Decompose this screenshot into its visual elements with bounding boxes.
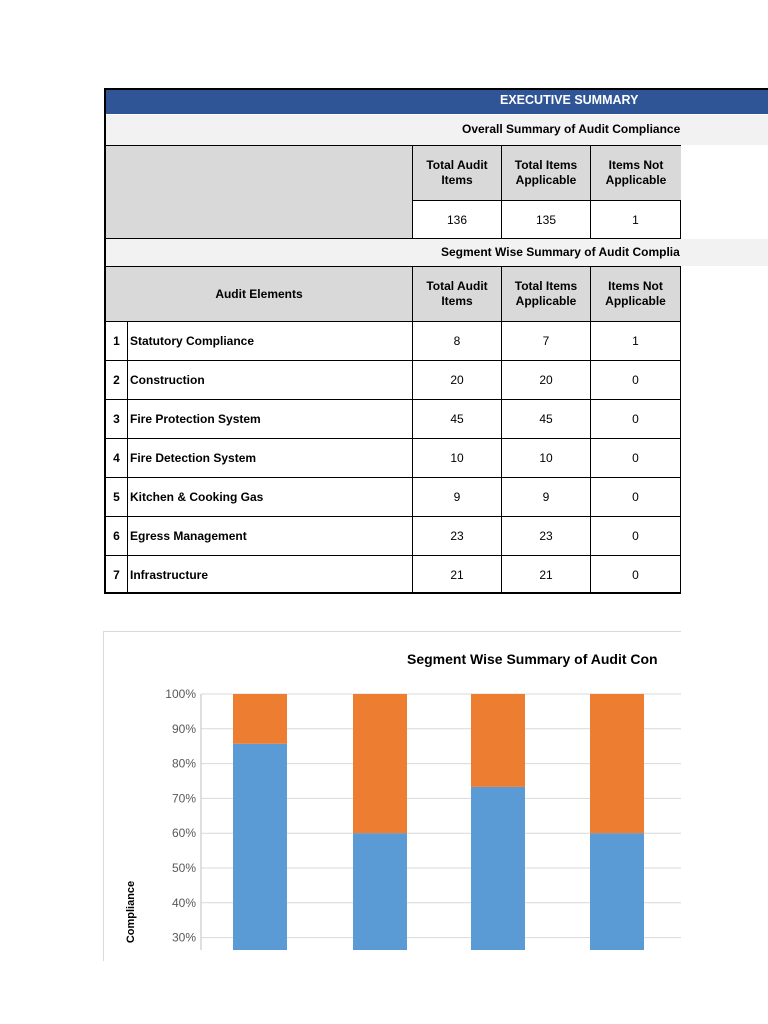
row-not-applicable: 1 [590, 321, 681, 361]
row-element-name: Infrastructure [127, 555, 413, 594]
row-index: 7 [104, 555, 128, 594]
segment-summary-title: Segment Wise Summary of Audit Complia [441, 245, 680, 259]
segment-header-total: Total Audit Items [412, 266, 502, 322]
row-element-name: Kitchen & Cooking Gas [127, 477, 413, 517]
executive-summary-title: EXECUTIVE SUMMARY [500, 93, 639, 107]
row-not-applicable: 0 [590, 516, 681, 556]
row-index: 2 [104, 360, 128, 400]
chart-y-axis-label: Compliance [125, 880, 137, 944]
bar-segment-orange [590, 694, 644, 833]
row-not-applicable: 0 [590, 360, 681, 400]
y-tick-label: 70% [171, 791, 196, 806]
overall-value-not-applicable: 1 [590, 200, 681, 239]
y-tick-label: 50% [171, 861, 196, 875]
row-total: 21 [412, 555, 502, 594]
y-tick-label: 30% [171, 930, 196, 945]
row-total: 9 [412, 477, 502, 517]
overall-summary-title: Overall Summary of Audit Compliance [462, 122, 681, 136]
row-index: 5 [104, 477, 128, 517]
row-total: 45 [412, 399, 502, 439]
y-tick-label: 60% [171, 826, 196, 841]
row-total: 23 [412, 516, 502, 556]
bar-segment-orange [353, 694, 407, 833]
row-index: 6 [104, 516, 128, 556]
row-not-applicable: 0 [590, 477, 681, 517]
segment-header-applicable: Total Items Applicable [501, 266, 591, 322]
row-applicable: 9 [501, 477, 591, 517]
segment-header-elements: Audit Elements [104, 266, 413, 322]
chart-title: Segment Wise Summary of Audit Con [407, 651, 658, 667]
row-element-name: Fire Detection System [127, 438, 413, 478]
row-element-name: Egress Management [127, 516, 413, 556]
row-applicable: 45 [501, 399, 591, 439]
bar-segment-blue [353, 833, 407, 950]
overall-header-not-applicable: Items Not Applicable [590, 145, 681, 201]
row-element-name: Statutory Compliance [127, 321, 413, 361]
row-applicable: 7 [501, 321, 591, 361]
row-total: 20 [412, 360, 502, 400]
row-applicable: 10 [501, 438, 591, 478]
row-applicable: 20 [501, 360, 591, 400]
y-tick-label: 90% [171, 721, 196, 736]
y-tick-label: 40% [171, 895, 196, 910]
row-not-applicable: 0 [590, 438, 681, 478]
y-tick-label: 100% [165, 687, 196, 701]
overall-value-applicable: 135 [501, 200, 591, 239]
overall-value-total: 136 [412, 200, 502, 239]
bar-segment-blue [233, 744, 287, 950]
y-tick-label: 80% [171, 756, 196, 771]
row-index: 3 [104, 399, 128, 439]
bar-segment-orange [233, 694, 287, 744]
bar-segment-blue [590, 833, 644, 950]
row-total: 8 [412, 321, 502, 361]
segment-header-not-applicable: Items Not Applicable [590, 266, 681, 322]
row-not-applicable: 0 [590, 399, 681, 439]
row-element-name: Fire Protection System [127, 399, 413, 439]
bar-segment-orange [471, 694, 525, 787]
row-element-name: Construction [127, 360, 413, 400]
overall-header-applicable: Total Items Applicable [501, 145, 591, 201]
row-total: 10 [412, 438, 502, 478]
row-index: 1 [104, 321, 128, 361]
row-applicable: 23 [501, 516, 591, 556]
row-index: 4 [104, 438, 128, 478]
row-not-applicable: 0 [590, 555, 681, 594]
row-applicable: 21 [501, 555, 591, 594]
overall-header-total: Total Audit Items [412, 145, 502, 201]
bar-segment-blue [471, 787, 525, 950]
